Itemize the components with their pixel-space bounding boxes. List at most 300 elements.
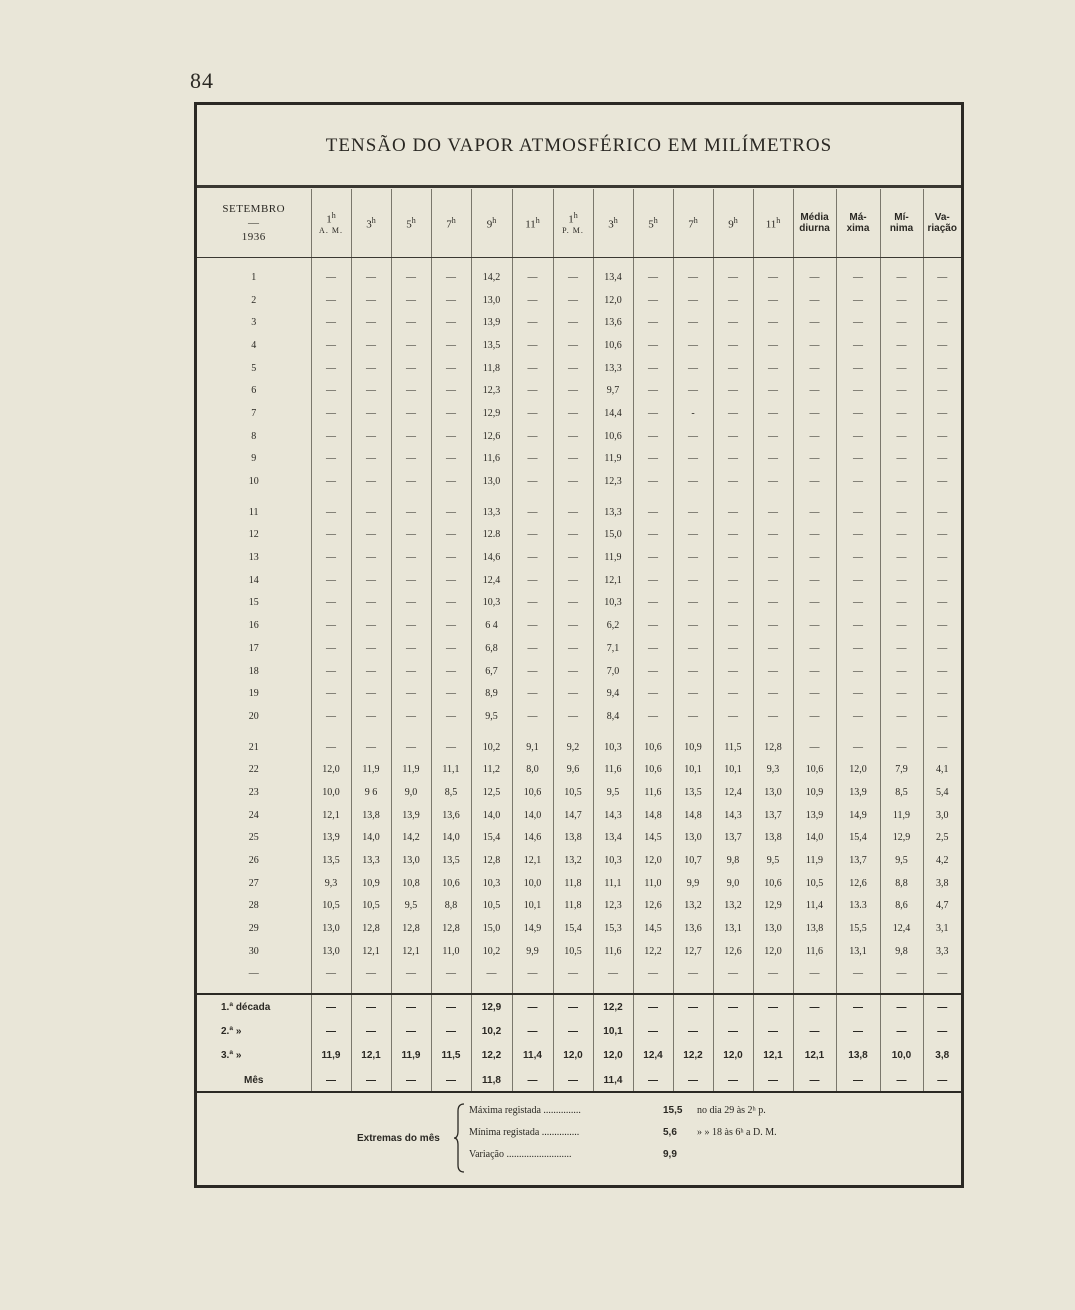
value-cell: 10,5	[351, 895, 391, 918]
value-cell: —	[923, 311, 961, 334]
value-cell: 13,9	[391, 804, 431, 827]
day-cell: 18	[248, 665, 259, 677]
day-cell: 22	[248, 764, 259, 776]
value-cell: —	[836, 660, 880, 683]
value-cell: —	[633, 637, 673, 660]
value-cell: 12,8	[753, 736, 793, 759]
value-cell: —	[311, 660, 351, 683]
value-cell: 10,6	[593, 425, 633, 448]
value-cell: —	[351, 592, 391, 615]
value-cell: 8,9	[471, 682, 512, 705]
table-row	[197, 940, 961, 963]
value-cell: 12,5	[471, 781, 512, 804]
value-cell: 13,7	[753, 804, 793, 827]
summary-value: 11,9	[391, 1043, 431, 1067]
value-cell: —	[633, 963, 673, 986]
value-cell: —	[553, 334, 593, 357]
value-cell: 13,1	[713, 917, 753, 940]
spacer-cell	[793, 985, 836, 994]
table-row	[197, 569, 961, 592]
value-cell: —	[512, 266, 553, 289]
day-cell: 14	[248, 574, 259, 586]
value-cell: 15,3	[593, 917, 633, 940]
value-cell: —	[793, 736, 836, 759]
value-cell: 15,4	[471, 827, 512, 850]
value-cell: 10,2	[471, 940, 512, 963]
value-cell: —	[512, 289, 553, 312]
spacer-cell	[197, 728, 311, 736]
value-cell: —	[633, 311, 673, 334]
value-cell: —	[391, 425, 431, 448]
value-cell: —	[753, 289, 793, 312]
value-cell: 9,8	[880, 940, 923, 963]
value-cell: 13,3	[471, 501, 512, 524]
hour-suffix: h	[535, 215, 540, 225]
value-cell: —	[753, 470, 793, 493]
hour-label: 3$^h$	[366, 215, 376, 231]
value-cell: 11,9	[391, 758, 431, 781]
value-cell: —	[836, 266, 880, 289]
value-cell: 10,6	[633, 758, 673, 781]
value-cell: 12,6	[471, 425, 512, 448]
hour-header	[311, 189, 351, 258]
month-label: SETEMBRO	[222, 203, 286, 215]
spacer-cell	[836, 258, 880, 267]
summary-value: 11,8	[471, 1067, 512, 1093]
value-cell: —	[311, 334, 351, 357]
value-cell: —	[713, 470, 753, 493]
value-cell: 12,0	[593, 289, 633, 312]
value-cell: 10,9	[673, 736, 713, 759]
value-cell: 9,0	[713, 872, 753, 895]
value-cell: 6,8	[471, 637, 512, 660]
spacer-cell	[593, 493, 633, 501]
hour-header	[593, 189, 633, 258]
table-row	[197, 448, 961, 471]
value-cell: 14,0	[793, 827, 836, 850]
day-cell: 9	[251, 453, 257, 465]
table-row	[197, 379, 961, 402]
day-cell: 3	[251, 317, 257, 329]
value-cell: 11,1	[431, 758, 471, 781]
value-cell: 5,4	[923, 781, 961, 804]
value-cell: —	[351, 524, 391, 547]
value-cell: —	[311, 379, 351, 402]
value-cell: —	[880, 524, 923, 547]
value-cell: —	[431, 402, 471, 425]
value-cell: —	[553, 963, 593, 986]
value-cell: —	[512, 614, 553, 637]
table-row	[197, 963, 961, 986]
value-cell: —	[512, 592, 553, 615]
value-cell: —	[880, 266, 923, 289]
value-cell: —	[391, 334, 431, 357]
summary-row	[197, 1019, 961, 1043]
brace-icon	[453, 1103, 465, 1173]
value-cell: —	[512, 425, 553, 448]
value-cell: —	[391, 963, 431, 986]
value-cell: 11,4	[793, 895, 836, 918]
value-cell: —	[311, 448, 351, 471]
value-cell: 13,0	[673, 827, 713, 850]
value-cell: —	[923, 592, 961, 615]
value-cell: 9,5	[593, 781, 633, 804]
value-cell: 12,4	[880, 917, 923, 940]
row-spacer	[197, 985, 961, 994]
value-cell: 13,6	[431, 804, 471, 827]
row-spacer	[197, 728, 961, 736]
spacer-cell	[311, 258, 351, 267]
value-cell: 9,1	[512, 736, 553, 759]
value-cell: 11,2	[471, 758, 512, 781]
value-cell: —	[351, 402, 391, 425]
value-cell: —	[553, 592, 593, 615]
summary-value: —	[753, 994, 793, 1019]
value-cell: —	[311, 425, 351, 448]
value-cell: 13,3	[593, 501, 633, 524]
value-cell: —	[391, 448, 431, 471]
value-cell: 7,1	[593, 637, 633, 660]
value-cell: 10,6	[793, 758, 836, 781]
value-cell: 13,0	[471, 289, 512, 312]
value-cell: —	[431, 425, 471, 448]
value-cell: 13,6	[673, 917, 713, 940]
value-cell: —	[553, 311, 593, 334]
value-cell: 13,8	[753, 827, 793, 850]
value-cell: —	[880, 334, 923, 357]
spacer-cell	[351, 493, 391, 501]
vapor-tension-table	[197, 189, 961, 1093]
value-cell: —	[753, 682, 793, 705]
value-cell: —	[753, 311, 793, 334]
hour-label: 9$^h$	[728, 215, 738, 231]
table-row	[197, 592, 961, 615]
table-row	[197, 289, 961, 312]
value-cell: 6 4	[471, 614, 512, 637]
value-cell: 10,6	[753, 872, 793, 895]
value-cell: —	[311, 963, 351, 986]
table-row	[197, 334, 961, 357]
value-cell: 9,5	[753, 849, 793, 872]
value-cell: 9,6	[553, 758, 593, 781]
value-cell: 11,9	[593, 546, 633, 569]
value-cell: —	[923, 357, 961, 380]
value-cell: —	[633, 524, 673, 547]
value-cell: —	[753, 402, 793, 425]
value-cell: —	[633, 682, 673, 705]
value-cell: 10,6	[431, 872, 471, 895]
value-cell: 12,2	[633, 940, 673, 963]
spacer-cell	[713, 728, 753, 736]
value-cell: 9 6	[351, 781, 391, 804]
value-cell: —	[311, 289, 351, 312]
spacer-cell	[431, 258, 471, 267]
value-cell: —	[836, 379, 880, 402]
spacer-cell	[431, 728, 471, 736]
value-cell: —	[311, 705, 351, 728]
value-cell: 15,0	[471, 917, 512, 940]
day-cell: —	[248, 968, 259, 980]
value-cell: 12,1	[391, 940, 431, 963]
summary-value: 10,0	[880, 1043, 923, 1067]
value-cell: —	[923, 614, 961, 637]
hour-suffix: h	[371, 215, 376, 225]
value-cell: —	[431, 357, 471, 380]
hour-header	[633, 189, 673, 258]
value-cell: 13,4	[593, 827, 633, 850]
value-cell: —	[311, 470, 351, 493]
value-cell: —	[713, 660, 753, 683]
spacer-cell	[391, 258, 431, 267]
media-diurna-header	[793, 189, 836, 258]
value-cell: —	[880, 660, 923, 683]
value-cell: 10,9	[351, 872, 391, 895]
value-cell: —	[836, 524, 880, 547]
day-cell: 13	[248, 552, 259, 564]
value-cell: 10,5	[471, 895, 512, 918]
value-cell: 13,0	[311, 917, 351, 940]
value-cell: —	[836, 289, 880, 312]
hour-suffix: h	[451, 215, 456, 225]
summary-value: —	[753, 1067, 793, 1093]
spacer-cell	[880, 258, 923, 267]
value-cell: —	[431, 592, 471, 615]
hour-label: 1$^h$	[326, 211, 336, 226]
value-cell: —	[351, 705, 391, 728]
value-cell: —	[311, 569, 351, 592]
value-cell: 12,0	[633, 849, 673, 872]
value-cell: —	[793, 524, 836, 547]
value-cell: —	[713, 266, 753, 289]
value-cell: —	[673, 379, 713, 402]
value-cell: 11,9	[793, 849, 836, 872]
value-cell: 12,8	[351, 917, 391, 940]
value-cell: —	[753, 705, 793, 728]
value-cell: —	[512, 705, 553, 728]
value-cell: —	[311, 682, 351, 705]
value-cell: —	[512, 334, 553, 357]
value-cell: —	[673, 311, 713, 334]
table-row	[197, 682, 961, 705]
value-cell: —	[673, 660, 713, 683]
value-cell: 13,9	[836, 781, 880, 804]
value-cell: —	[923, 963, 961, 986]
value-cell: —	[351, 334, 391, 357]
day-cell: 5	[251, 362, 257, 374]
value-cell: —	[431, 470, 471, 493]
hour-label: 11$^h$	[765, 215, 781, 231]
value-cell: —	[793, 592, 836, 615]
hour-label: 3$^h$	[608, 215, 618, 231]
value-cell: —	[793, 470, 836, 493]
value-cell: 11,0	[633, 872, 673, 895]
value-cell: —	[633, 266, 673, 289]
value-cell: 14,8	[673, 804, 713, 827]
value-cell: —	[431, 736, 471, 759]
value-cell: 14,6	[512, 827, 553, 850]
extreme-min-note: » » 18 às 6ʰ a D. M.	[697, 1127, 777, 1138]
hour-header	[471, 189, 512, 258]
value-cell: —	[836, 637, 880, 660]
value-cell: —	[673, 470, 713, 493]
value-cell: 14,7	[553, 804, 593, 827]
value-cell: —	[351, 379, 391, 402]
table-row	[197, 357, 961, 380]
value-cell: —	[351, 546, 391, 569]
value-cell: —	[880, 470, 923, 493]
value-cell: —	[553, 379, 593, 402]
table-row	[197, 705, 961, 728]
value-cell: —	[512, 682, 553, 705]
hour-label: 11$^h$	[525, 215, 540, 231]
summary-value: —	[311, 994, 351, 1019]
value-cell: —	[553, 357, 593, 380]
value-cell: 13,0	[391, 849, 431, 872]
summary-value: —	[633, 1067, 673, 1093]
value-cell: 10,6	[593, 334, 633, 357]
month-extremes	[197, 1091, 961, 1183]
value-cell: —	[311, 357, 351, 380]
spacer-cell	[593, 258, 633, 267]
value-cell: —	[391, 266, 431, 289]
value-cell: 12,0	[753, 940, 793, 963]
summary-value: —	[391, 1067, 431, 1093]
day-cell: 28	[248, 900, 259, 912]
value-cell: —	[311, 266, 351, 289]
value-cell: —	[553, 524, 593, 547]
value-cell: —	[391, 289, 431, 312]
value-cell: —	[880, 402, 923, 425]
day-cell: 30	[248, 945, 259, 957]
value-cell: 10,3	[593, 592, 633, 615]
value-cell: —	[553, 637, 593, 660]
value-cell: —	[880, 637, 923, 660]
value-cell: 14,5	[633, 827, 673, 850]
value-cell: —	[673, 546, 713, 569]
value-cell: —	[836, 592, 880, 615]
value-cell: 13,9	[311, 827, 351, 850]
summary-value: 13,8	[836, 1043, 880, 1067]
spacer-cell	[633, 985, 673, 994]
spacer-cell	[673, 985, 713, 994]
summary-value: —	[836, 994, 880, 1019]
value-cell: —	[512, 379, 553, 402]
hour-suffix: h	[733, 215, 738, 225]
table-row	[197, 758, 961, 781]
value-cell: —	[753, 963, 793, 986]
page-number: 84	[190, 68, 214, 93]
spacer-cell	[431, 493, 471, 501]
spacer-cell	[633, 258, 673, 267]
value-cell: 12,1	[351, 940, 391, 963]
value-cell: —	[753, 546, 793, 569]
value-cell: 9,0	[391, 781, 431, 804]
value-cell: 10,6	[633, 736, 673, 759]
value-cell: —	[923, 266, 961, 289]
value-cell: 14,6	[471, 546, 512, 569]
day-cell: 27	[248, 877, 259, 889]
hour-header	[713, 189, 753, 258]
value-cell: —	[633, 425, 673, 448]
value-cell: 10,3	[593, 736, 633, 759]
value-cell: 12,1	[512, 849, 553, 872]
value-cell: —	[391, 379, 431, 402]
value-cell: —	[391, 470, 431, 493]
spacer-cell	[512, 728, 553, 736]
spacer-cell	[673, 258, 713, 267]
value-cell: 13,9	[471, 311, 512, 334]
value-cell: —	[793, 402, 836, 425]
value-cell: 13,3	[351, 849, 391, 872]
value-cell: —	[391, 705, 431, 728]
value-cell: 8,8	[431, 895, 471, 918]
spacer-cell	[793, 258, 836, 267]
extreme-max-row	[469, 1105, 766, 1116]
summary-value: 11,9	[311, 1043, 351, 1067]
value-cell: —	[553, 546, 593, 569]
value-cell: —	[836, 311, 880, 334]
value-cell: 10,3	[593, 849, 633, 872]
spacer-cell	[391, 493, 431, 501]
summary-value: 12,1	[793, 1043, 836, 1067]
table-row	[197, 736, 961, 759]
day-cell: 7	[251, 407, 257, 419]
value-cell: 14,9	[512, 917, 553, 940]
value-cell: 12,1	[593, 569, 633, 592]
value-cell: —	[880, 425, 923, 448]
hour-label: 7$^h$	[688, 215, 698, 231]
value-cell: —	[923, 501, 961, 524]
value-cell: —	[753, 334, 793, 357]
value-cell: 9,2	[553, 736, 593, 759]
value-cell: —	[431, 311, 471, 334]
spacer-cell	[593, 985, 633, 994]
value-cell: —	[351, 682, 391, 705]
value-cell: 13,0	[471, 470, 512, 493]
value-cell: 11,8	[553, 872, 593, 895]
value-cell: —	[793, 705, 836, 728]
value-cell: —	[391, 736, 431, 759]
value-cell: 4,1	[923, 758, 961, 781]
summary-value: —	[512, 1019, 553, 1043]
value-cell: 11,6	[793, 940, 836, 963]
media-diurna-header-line: diurna	[799, 223, 830, 234]
variacao-header	[923, 189, 961, 258]
spacer-cell	[197, 258, 311, 267]
value-cell: 10,1	[673, 758, 713, 781]
value-cell: —	[311, 311, 351, 334]
value-cell: —	[553, 660, 593, 683]
value-cell: 3,8	[923, 872, 961, 895]
value-cell: —	[431, 524, 471, 547]
value-cell: 9,5	[880, 849, 923, 872]
value-cell: —	[753, 501, 793, 524]
spacer-cell	[553, 985, 593, 994]
value-cell: —	[633, 357, 673, 380]
value-cell: 14,4	[593, 402, 633, 425]
value-cell: —	[880, 501, 923, 524]
value-cell: —	[351, 470, 391, 493]
value-cell: 12,4	[471, 569, 512, 592]
value-cell: 11,1	[593, 872, 633, 895]
value-cell: —	[713, 569, 753, 592]
value-cell: —	[673, 705, 713, 728]
summary-row	[197, 1067, 961, 1093]
value-cell: —	[633, 501, 673, 524]
value-cell: 15,4	[836, 827, 880, 850]
value-cell: 7,9	[880, 758, 923, 781]
summary-value: 3,8	[923, 1043, 961, 1067]
